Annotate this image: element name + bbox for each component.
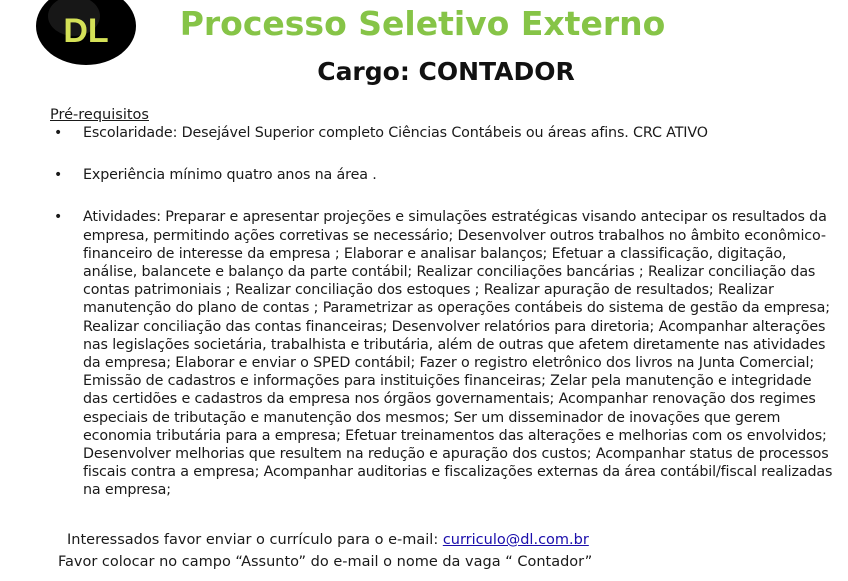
company-logo-icon [34, 0, 138, 68]
logo-text: DL [63, 12, 109, 50]
prerequisite-experience-text: Experiência mínimo quatro anos na área . [83, 167, 377, 184]
company-logo [34, 0, 138, 68]
prerequisites-list [0, 124, 848, 500]
prerequisite-experience [0, 166, 848, 184]
bullet-icon: • [54, 167, 63, 184]
job-position-title: Cargo: CONTADOR [317, 57, 575, 86]
bullet-icon: • [54, 209, 63, 226]
page-title: Processo Seletivo Externo [179, 4, 666, 43]
prerequisite-education-text: Escolaridade: Desejável Superior completo Ciências Contábeis ou áreas afins. CRC ATIVO [83, 125, 708, 141]
subject-instruction: Favor colocar no campo “Assunto” do e-mail o nome da vaga “ Contador” [58, 554, 593, 570]
bullet-icon: • [54, 125, 63, 141]
contact-prefix: Interessados favor enviar o currículo para o e-mail: [67, 532, 443, 548]
prerequisite-activities-text: Atividades: Preparar e apresentar projeções e simulações estratégicas visando antecipar os resultados da empresa, permitindo ações corretivas se necessário; Desenvolver outros trabalhos no âmbito econômico-financeiro de interesse da empresa ; Elaborar e analisar balanços; Efetuar a classificação, digitação, análise, balancete e balanço da parte contábil; Realizar conciliações bancárias ; Realizar conciliação das contas patrimoniais ; Realizar conciliação dos estoques ; Realizar apuração de resultados; Realizar manutenção do plano de contas ; Parametrizar as operações contábeis do sistema de gestão da empresa; Realizar conciliação das contas financeiras; Desenvolver relatórios para diretoria; Acompanhar alterações nas legislações societária, trabalhista e tributária, além de outras que afetem diretamente nas atividades da empresa; Elaborar e enviar o SPED contábil; Fazer o registro eletrônico dos livros na Junta Comercial; Emissão de cadastros e informações para instituições financeiras; Zelar pela manutenção e integridade das certidões e cadastros da empresa nos órgãos governamentais; Acompanhar renovação dos regimes especiais de tributação e manutenção dos mesmos; Ser um disseminador de inovações que gerem economia tributária para a empresa; Efetuar treinamentos das alterações e melhorias com os envolvidos; Desenvolver melhorias que resultem na redução e apuração dos custos; Acompanhar status de processos fiscais contra a empresa; Acompanhar auditorias e fiscalizações externas da área contábil/fiscal realizadas na empresa; [83, 209, 833, 499]
prerequisite-education [0, 124, 848, 142]
email-link[interactable]: curriculo@dl.com.br [442, 532, 589, 548]
prerequisites-heading: Pré-requisitos [50, 107, 149, 123]
contact-instruction [67, 530, 589, 550]
prerequisite-activities [0, 208, 848, 499]
